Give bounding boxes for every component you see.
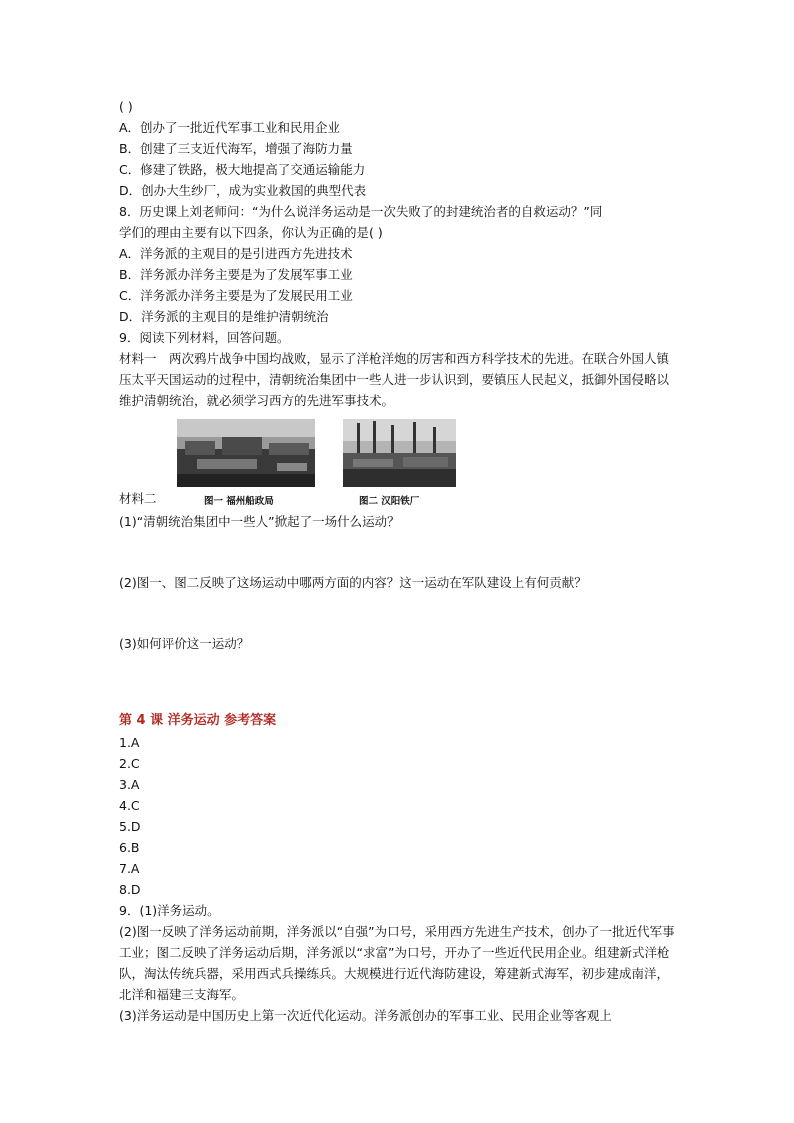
q8-option-b: B．洋务派办洋务主要是为了发展军事工业	[119, 267, 353, 282]
answer-9-2: (2)图一反映了洋务运动前期，洋务派以“自强”为口号，采用西方先进生产技术，创办了一批近代军事工业；图二反映了洋务运动后期，洋务派以“求富”为口号，开办了一些近代民用企业。组建新式洋枪队，淘汰传统兵器，采用西式兵操练兵。大规模进行近代海防建设，筹建新式海军，初步建成南洋，北洋和福建三支海军。	[119, 924, 675, 1002]
q8-option-d: D．洋务派的主观目的是维护清朝统治	[119, 309, 329, 324]
fig2-caption: 图二 汉阳铁厂	[359, 496, 420, 507]
q9-sub2: (2)图一、图二反映了这场运动中哪两方面的内容？这一运动在军队建设上有何贡献？	[119, 575, 587, 590]
q9-sub3: (3)如何评价这一运动？	[119, 636, 250, 651]
q9-sub1: (1)“清朝统治集团中一些人”掀起了一场什么运动？	[119, 514, 400, 529]
material2-label: 材料二	[119, 491, 157, 506]
answer-9-1: 9．(1)洋务运动。	[119, 903, 220, 918]
q8-option-a: A．洋务派的主观目的是引进西方先进技术	[119, 246, 353, 261]
answer-9-3: (3)洋务运动是中国历史上第一次近代化运动。洋务派创办的军事工业、民用企业等客观上	[119, 1008, 612, 1023]
answer-5: 5.D	[119, 819, 141, 834]
fuzhou-shipyard-photo	[177, 419, 315, 487]
answer-4: 4.C	[119, 798, 140, 813]
hanyang-ironworks-photo	[343, 419, 456, 487]
answer-1: 1.A	[119, 735, 140, 750]
answer-8: 8.D	[119, 882, 141, 897]
q7-option-b: B．创建了三支近代海军，增强了海防力量	[119, 141, 353, 156]
document-content	[119, 96, 679, 1026]
q8-stem-line2: 学们的理由主要有以下四条，你认为正确的是( )	[119, 225, 383, 240]
fig1-caption: 图一 福州船政局	[204, 496, 274, 507]
answer-2: 2.C	[119, 756, 140, 771]
q7-option-a: A．创办了一批近代军事工业和民用企业	[119, 120, 341, 135]
q8-option-c: C．洋务派办洋务主要是为了发展民用工业	[119, 288, 353, 303]
q9-stem: 9．阅读下列材料，回答问题。	[119, 330, 290, 345]
q9-figures	[119, 419, 679, 511]
answers-title: 第 4 课 洋务运动 参考答案	[119, 713, 277, 728]
q7-option-d: D．创办大生纱厂，成为实业救国的典型代表	[119, 183, 367, 198]
answer-6: 6.B	[119, 840, 140, 855]
answer-3: 3.A	[119, 777, 140, 792]
q7-bracket: ( )	[119, 99, 133, 114]
q7-option-c: C．修建了铁路，极大地提高了交通运输能力	[119, 162, 366, 177]
q8-stem-line1: 8．历史课上刘老师问：“为什么说洋务运动是一次失败了的封建统治者的自救运动？”同	[119, 204, 603, 219]
answer-7: 7.A	[119, 861, 140, 876]
q9-material1: 材料一 两次鸦片战争中国均战败，显示了洋枪洋炮的厉害和西方科学技术的先进。在联合外国人镇压太平天国运动的过程中，清朝统治集团中一些人进一步认识到，要镇压人民起义，抵御外国侵略以维护清朝统治，就必须学习西方的先进军事技术。	[119, 351, 670, 408]
